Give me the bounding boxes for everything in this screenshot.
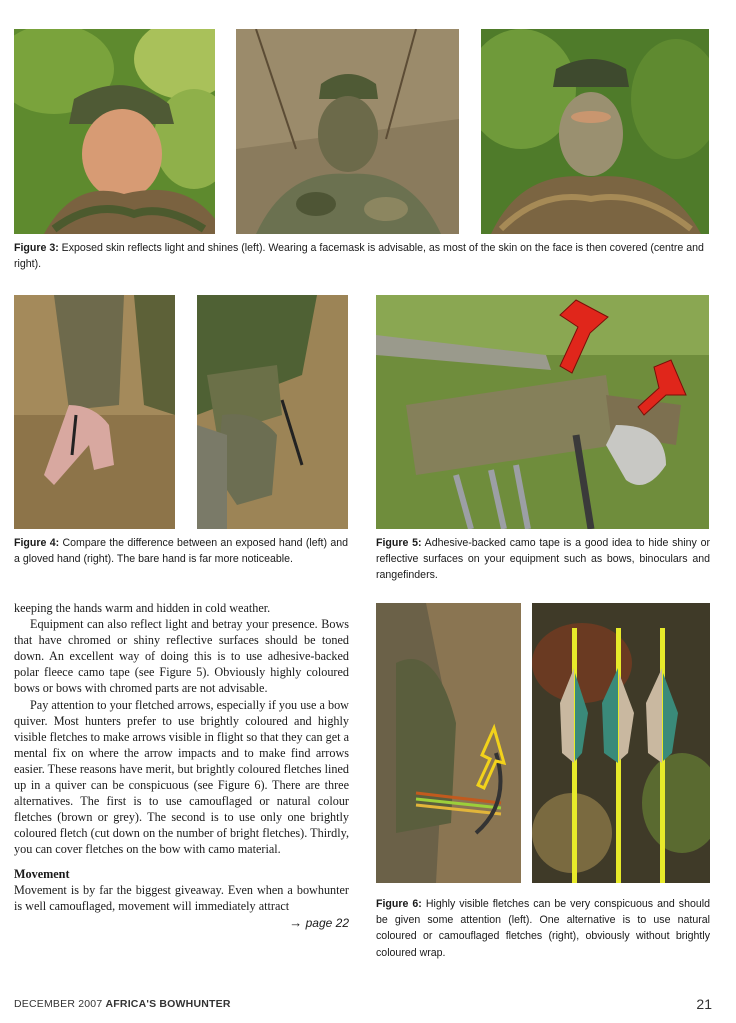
figure3-caption-text: Exposed skin reflects light and shines (left). Wearing a facemask is advisable, as most of the skin on the face is then covered (centre and right). — [14, 242, 704, 271]
figure4-photo-gloved-hand — [197, 295, 348, 529]
figure4-caption — [14, 535, 348, 567]
continued-on-link[interactable] — [14, 915, 349, 931]
footer-publication — [14, 998, 231, 1010]
footer-date: DECEMBER 2007 — [14, 998, 103, 1010]
figure6-caption-label: Figure 6: — [376, 898, 422, 910]
page-footer — [14, 996, 722, 1012]
page-number: 21 — [696, 996, 712, 1012]
figure3-photo-facemask-centre — [236, 29, 459, 234]
figure6-photo-camo-fletches — [532, 603, 710, 883]
figure3-caption-label: Figure 3: — [14, 242, 59, 254]
article-paragraph-3: Pay attention to your fletched arrows, especially if you use a bow quiver. Most hunters prefer to use brightly coloured and highly visible fletches to make arrows visible in flight so that they can get a mental fix on where the arrow impacts and to make find arrows easier. These reasons have merit, but brightly coloured fletches lined up in a quiver can be conspicuous (see Figure 6). There are three alternatives. The first is to use camouflaged or natural colour fletches (brown or grey). The second is to use only one brightly coloured fletch (cut down on the number of bright fletches). Thirdly, you can cover fletches on the bow with camo material. — [14, 697, 349, 857]
article-heading-movement: Movement — [14, 866, 70, 881]
continued-page-text: page 22 — [305, 915, 349, 930]
footer-magazine-name: AFRICA'S BOWHUNTER — [105, 998, 231, 1010]
figure5-photo-camo-tape-bow — [376, 295, 709, 529]
article-paragraph-4: Movement is by far the biggest giveaway. Even when a bowhunter is well camouflaged, movement will immediately attract — [14, 882, 349, 913]
figure6-caption — [376, 896, 710, 961]
figure3-photo-facemask-right — [481, 29, 709, 234]
figure3-caption — [14, 240, 712, 272]
article-paragraph-2: Equipment can also reflect light and betray your presence. Bows that have chromed or shiny reflective surfaces should be toned down. An excellent way of doing this is to use adhesive-backed polar fleece camo tape (see Figure 5). Obviously highly coloured bows or bows with chromed parts are not advisable. — [14, 617, 349, 696]
figure4-caption-text: Compare the difference between an exposed hand (left) and a gloved hand (right). The bare hand is far more noticeable. — [14, 537, 349, 566]
article-paragraph-1: keeping the hands warm and hidden in cold weather. — [14, 601, 271, 615]
figure3-photo-exposed-face — [14, 29, 215, 234]
figure4-caption-label: Figure 4: — [14, 537, 60, 549]
article-body — [14, 600, 349, 931]
arrow-continue-icon: → — [289, 914, 303, 930]
figure5-caption — [376, 535, 710, 584]
figure5-caption-label: Figure 5: — [376, 537, 422, 549]
figure5-caption-text: Adhesive-backed camo tape is a good idea to hide shiny or reflective surfaces on your equipment such as bows, binoculars and rangefinders. — [376, 537, 710, 582]
figure6-caption-text: Highly visible fletches can be very conspicuous and should be given some attention (left). One alternative is to use natural coloured or camouflaged fletches (right), obviously without brightly coloured wrap. — [376, 898, 710, 959]
figure6-photo-bow-quiver — [376, 603, 521, 883]
figure4-photo-bare-hand — [14, 295, 175, 529]
